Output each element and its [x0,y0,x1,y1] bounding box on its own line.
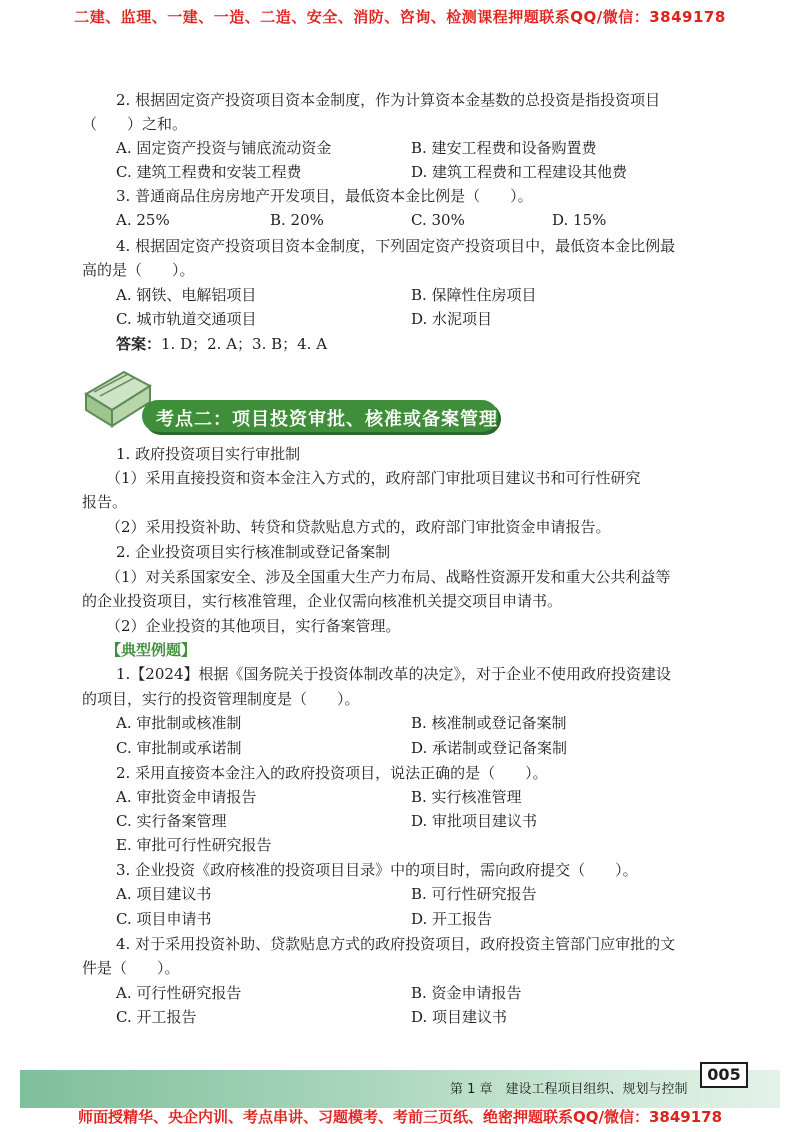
section-title: 考点二：项目投资审批、核准或备案管理 [156,409,498,430]
point-1-2: （2）采用投资补助、转贷和贷款贴息方式的，政府部门审批资金申请报告。 [106,518,611,536]
e2-option-a: A. 审批资金申请报告 [116,788,257,806]
q2-stem-line1: 2. 根据固定资产投资项目资本金制度，作为计算资本金基数的总投资是指投资项目 [116,91,661,109]
footer-banner: 师面授精华、央企内训、考点串讲、习题模考、考前三页纸、绝密押题联系QQ/微信：3849178 [77,1108,723,1126]
e3-option-a: A. 项目建议书 [116,885,212,903]
e3-stem: 3. 企业投资《政府核准的投资项目目录》中的项目时，需向政府提交（ ）。 [116,861,638,879]
section-header [80,364,510,439]
point-2-1-line1: （1）对关系国家安全、涉及全国重大生产力布局、战略性资源开发和重大公共利益等 [106,568,671,586]
e2-option-b: B. 实行核准管理 [411,788,522,806]
q2-option-d: D. 建筑工程费和工程建设其他费 [411,163,628,181]
point-2-2: （2）企业投资的其他项目，实行备案管理。 [106,617,401,635]
q4-option-d: D. 水泥项目 [411,310,493,328]
point-1-1-line1: （1）采用直接投资和资本金注入方式的，政府部门审批项目建议书和可行性研究 [106,469,641,487]
q4-stem-line2: 高的是（ ）。 [82,261,195,279]
e2-stem: 2. 采用直接资本金注入的政府投资项目，说法正确的是（ ）。 [116,764,548,782]
e1-stem-line1: 1.【2024】根据《国务院关于投资体制改革的决定》，对于企业不使用政府投资建设 [116,665,671,683]
point-2-1-line2: 的企业投资项目，实行核准管理，企业仅需向核准机关提交项目申请书。 [82,592,563,610]
q2-option-c: C. 建筑工程费和安装工程费 [116,163,302,181]
e1-stem-line2: 的项目，实行的投资管理制度是（ ）。 [82,690,360,708]
e2-option-d: D. 审批项目建议书 [411,812,538,830]
q3-option-a: A. 25% [116,211,170,229]
e4-stem-line1: 4. 对于采用投资补助、贷款贴息方式的政府投资项目，政府投资主管部门应审批的文 [116,935,676,953]
point-1-heading: 1. 政府投资项目实行审批制 [116,445,301,463]
e4-option-d: D. 项目建议书 [411,1008,508,1026]
e4-option-a: A. 可行性研究报告 [116,984,242,1002]
e3-option-d: D. 开工报告 [411,910,493,928]
e1-option-a: A. 审批制或核准制 [116,714,242,732]
e2-option-e: E. 审批可行性研究报告 [116,836,272,854]
example-label: 【典型例题】 [106,641,197,659]
e4-option-b: B. 资金申请报告 [411,984,522,1002]
q3-option-b: B. 20% [270,211,324,229]
answer-value: 1. D；2. A；3. B；4. A [161,335,328,353]
q4-option-c: C. 城市轨道交通项目 [116,310,257,328]
q2-option-b: B. 建安工程费和设备购置费 [411,139,597,157]
point-2-heading: 2. 企业投资项目实行核准制或登记备案制 [116,543,391,561]
e1-option-c: C. 审批制或承诺制 [116,739,242,757]
answer-line [116,334,327,354]
point-1-1-line2: 报告。 [82,493,128,511]
e2-option-c: C. 实行备案管理 [116,812,227,830]
page-number: 005 [700,1062,748,1088]
q4-option-a: A. 钢铁、电解铝项目 [116,286,257,304]
answer-label: 答案： [116,335,162,353]
q3-option-c: C. 30% [411,211,465,229]
q3-option-d: D. 15% [552,211,607,229]
header-banner: 二建、监理、一建、一造、二造、安全、消防、咨询、检测课程押题联系QQ/微信：3849178 [74,8,726,26]
e1-option-b: B. 核准制或登记备案制 [411,714,567,732]
e3-option-c: C. 项目申请书 [116,910,212,928]
e3-option-b: B. 可行性研究报告 [411,885,537,903]
q4-stem-line1: 4. 根据固定资产投资项目资本金制度，下列固定资产投资项目中，最低资本金比例最 [116,237,676,255]
footer-chapter: 第 1 章 建设工程项目组织、规划与控制 [450,1082,688,1097]
e4-stem-line2: 件是（ ）。 [82,959,180,977]
e1-option-d: D. 承诺制或登记备案制 [411,739,568,757]
e4-option-c: C. 开工报告 [116,1008,197,1026]
q2-option-a: A. 固定资产投资与铺底流动资金 [116,139,332,157]
q4-option-b: B. 保障性住房项目 [411,286,537,304]
q3-stem: 3. 普通商品住房房地产开发项目，最低资本金比例是（ ）。 [116,187,533,205]
q2-stem-line2: （ ）之和。 [82,115,188,133]
